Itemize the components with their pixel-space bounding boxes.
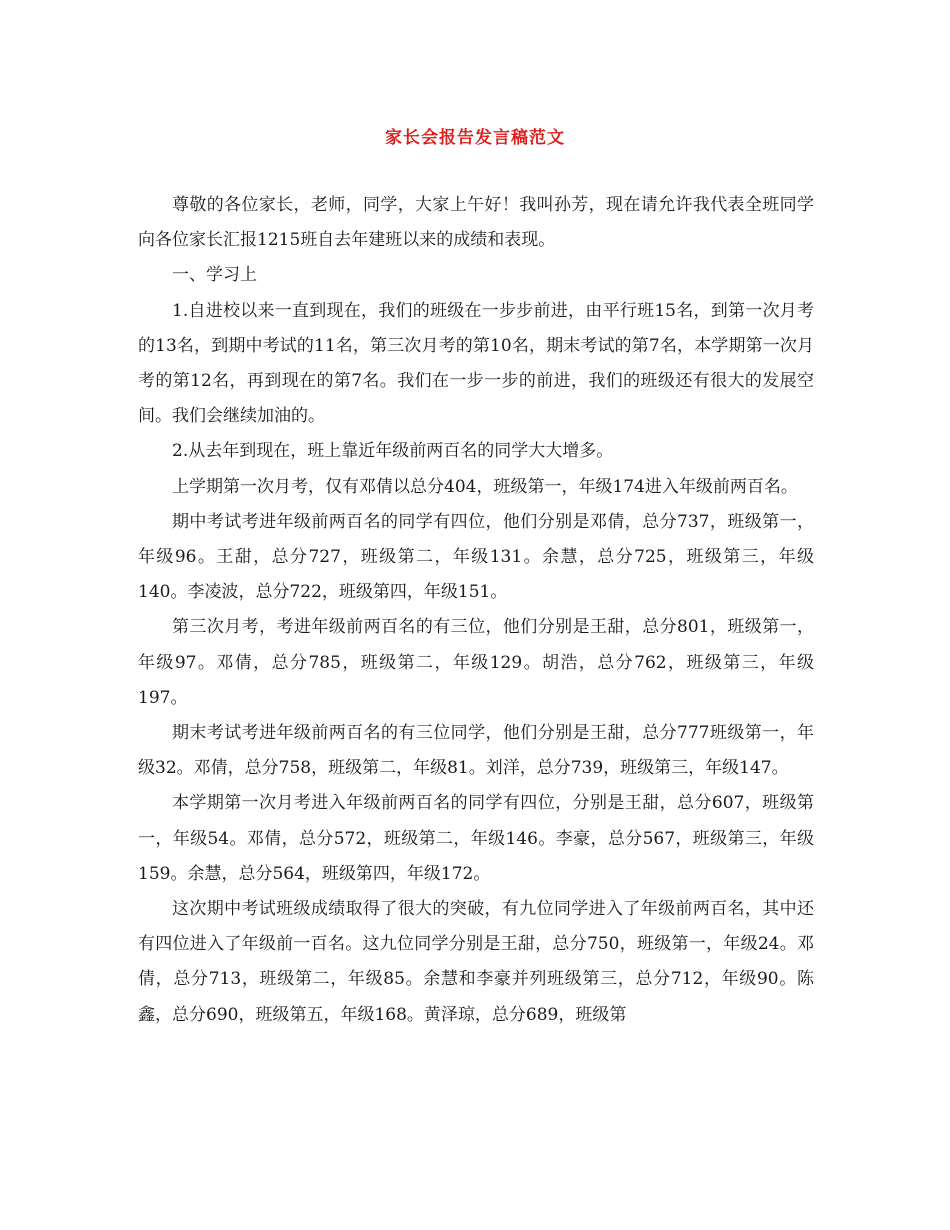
paragraph-third-monthly-exam: 第三次月考，考进年级前两百名的有三位，他们分别是王甜，总分801，班级第一，年级97。邓倩，总分785，班级第二，年级129。胡浩，总分762，班级第三，年级197。	[138, 617, 814, 708]
paragraph-top-students-increase: 2.从去年到现在，班上靠近年级前两百名的同学大大增多。	[172, 441, 614, 462]
section-heading-study: 一、学习上	[172, 265, 257, 286]
paragraph-first-monthly-exam: 上学期第一次月考，仅有邓倩以总分404，班级第一，年级174进入年级前两百名。	[172, 476, 798, 497]
paragraph-this-term-first-monthly: 本学期第一次月考进入年级前两百名的同学有四位，分别是王甜，总分607，班级第一，年级54。邓倩，总分572，班级第二，年级146。李豪，总分567，班级第三，年级159。余慧，总分564，班级第四，年级172。	[138, 793, 814, 884]
paragraph-this-midterm: 这次期中考试班级成绩取得了很大的突破，有九位同学进入了年级前两百名，其中还有四位进入了年级前一百名。这九位同学分别是王甜，总分750，班级第一，年级24。邓倩，总分713，班级第二，年级85。余慧和李豪并列班级第三，总分712，年级90。陈鑫，总分690，班级第五，年级168。黄泽琼，总分689，班级第	[138, 899, 814, 1025]
paragraph-greeting: 尊敬的各位家长，老师，同学，大家上午好！我叫孙芳，现在请允许我代表全班同学向各位家长汇报1215班自去年建班以来的成绩和表现。	[138, 195, 814, 251]
document-title: 家长会报告发言稿范文	[385, 128, 565, 148]
paragraph-final-exam: 期末考试考进年级前两百名的有三位同学，他们分别是王甜，总分777班级第一，年级32。邓倩，总分758，班级第二，年级81。刘洋，总分739，班级第三，年级147。	[138, 723, 814, 779]
document-body	[138, 188, 814, 1033]
paragraph-class-ranking: 1.自进校以来一直到现在，我们的班级在一步步前进，由平行班15名，到第一次月考的13名，到期中考试的11名，第三次月考的第10名，期末考试的第7名，本学期第一次月考的第12名，再到现在的第7名。我们在一步一步的前进，我们的班级还有很大的发展空间。我们会继续加油的。	[138, 300, 814, 427]
paragraph-midterm-exam: 期中考试考进年级前两百名的同学有四位，他们分别是邓倩，总分737，班级第一，年级96。王甜，总分727，班级第二，年级131。余慧，总分725，班级第三，年级140。李凌波，总分722，班级第四，年级151。	[138, 511, 814, 603]
